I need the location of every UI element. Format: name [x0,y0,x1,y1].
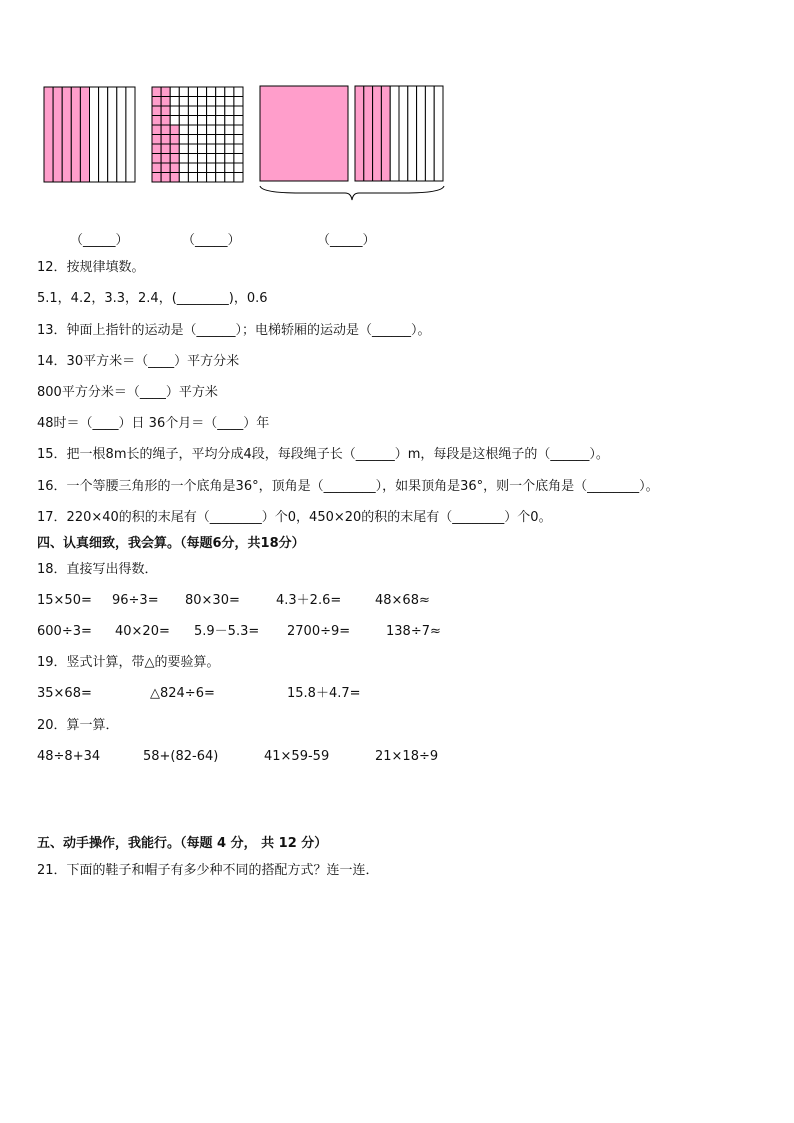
q18-r1-c2: 96÷3= [112,593,159,608]
fig2-grid-square [216,106,225,116]
fig2-grid-square [207,125,216,135]
fig2-grid-square [161,173,170,183]
fig2-grid-square [161,116,170,126]
fig2-grid-square [216,135,225,145]
fig2-grid-square [198,116,207,126]
fig2-grid-square [198,163,207,173]
q14-line2: 800平方分米＝（____）平方米 [37,385,218,400]
fig2-grid-square [234,135,243,145]
q15-text: 15．把一根8m长的绳子，平均分成4段，每段绳子长（______）m，每段是这根绳子的（______）。 [37,447,609,462]
fig3-column [355,86,364,181]
fig2-grid-square [179,87,188,97]
fig2-grid-square [170,173,179,183]
figure-square-and-columns [260,86,443,181]
fig2-grid-square [225,173,234,183]
figure-columns-1 [44,87,135,182]
fig2-grid-square [225,154,234,164]
fig2-grid-square [188,154,197,164]
fig1-column [117,87,126,182]
q17-text: 17．220×40的积的末尾有（________）个0，450×20的积的末尾有（________）个0。 [37,510,552,525]
q14-line3: 48时＝（____）日 36个月＝（____）年 [37,416,270,431]
fig2-grid-square [161,135,170,145]
fig2-grid-square [234,106,243,116]
fig2-grid-square [170,116,179,126]
fig2-grid-square [179,116,188,126]
q12-sequence: 5.1，4.2，3.3，2.4，(________)，0.6 [37,291,268,306]
fig2-grid-square [207,116,216,126]
fig2-grid-square [216,87,225,97]
q18-r1-c3: 80×30= [185,593,240,608]
fig1-column [44,87,53,182]
q20-title: 20．算一算． [37,718,119,733]
fig2-grid-square [161,87,170,97]
q16-text: 16．一个等腰三角形的一个底角是36°，顶角是（________），如果顶角是36°，则一个底角是（________）。 [37,479,659,494]
q20-item-3: 41×59-59 [264,749,330,764]
fig2-grid-square [152,116,161,126]
fig2-grid-square [161,144,170,154]
fig1-column [53,87,62,182]
q18-r1-c4: 4.3＋2.6= [276,593,342,608]
fig3-column [425,86,434,181]
q20-item-1: 48÷8+34 [37,749,101,764]
fig3-column [381,86,390,181]
fig2-grid-square [179,135,188,145]
fig2-grid-square [188,97,197,107]
fig2-grid-square [152,163,161,173]
q18-r2-c3: 5.9－5.3= [194,624,260,639]
fig2-grid-square [188,106,197,116]
answer-blank-3[interactable]: （_____） [317,233,376,248]
fig2-grid-square [170,154,179,164]
fig3-column [373,86,382,181]
fig2-grid-square [152,87,161,97]
q19-item-3: 15.8＋4.7= [287,686,361,701]
q18-r2-c1: 600÷3= [37,624,92,639]
q19-item-1: 35×68= [37,686,92,701]
fig3-column [399,86,408,181]
fig2-grid-square [225,106,234,116]
fig2-grid-square [225,144,234,154]
fig2-grid-square [188,87,197,97]
fig2-grid-square [207,135,216,145]
fig2-grid-square [188,144,197,154]
fig2-grid-square [216,125,225,135]
fig2-grid-square [198,173,207,183]
q20-item-4: 21×18÷9 [375,749,439,764]
fig1-column [80,87,89,182]
q18-title: 18．直接写出得数． [37,562,158,577]
section5-title: 五、动手操作，我能行。（每题 4 分， 共 12 分） [37,836,328,851]
fig2-grid-square [161,154,170,164]
fig2-grid-square [216,173,225,183]
fig2-grid-square [152,135,161,145]
q18-r1-c1: 15×50= [37,593,92,608]
fig2-grid-square [225,125,234,135]
fig2-grid-square [161,125,170,135]
q14-line1: 14．30平方米＝（____）平方分米 [37,354,240,369]
decimal-figures [0,0,794,260]
fig2-grid-square [152,144,161,154]
fig2-grid-square [216,163,225,173]
fig2-grid-square [207,106,216,116]
fig2-grid-square [179,173,188,183]
fig2-grid-square [170,97,179,107]
fig3-column [408,86,417,181]
fig2-grid-square [170,106,179,116]
brace [260,186,444,200]
fig2-grid-square [188,125,197,135]
fig2-grid-square [152,97,161,107]
fig2-grid-square [234,154,243,164]
fig1-column [71,87,80,182]
fig2-grid-square [161,97,170,107]
fig2-grid-square [170,125,179,135]
fig2-grid-square [225,135,234,145]
fig2-grid-square [234,97,243,107]
fig2-grid-square [198,135,207,145]
fig2-grid-square [161,163,170,173]
fig2-grid-square [207,144,216,154]
fig2-grid-square [179,125,188,135]
fig2-grid-square [234,125,243,135]
q18-r1-c5: 48×68≈ [375,593,430,608]
fig2-grid-square [207,97,216,107]
fig2-grid-square [188,173,197,183]
fig1-column [99,87,108,182]
fig3-whole-square [260,86,348,181]
figure-hundred-grid [152,87,243,182]
fig2-grid-square [179,154,188,164]
fig2-grid-square [234,116,243,126]
q19-item-2: △824÷6= [150,686,215,701]
q20-item-2: 58+(82-64) [143,749,219,764]
fig3-column [434,86,443,181]
fig2-grid-square [216,144,225,154]
fig2-grid-square [152,106,161,116]
fig2-grid-square [198,125,207,135]
fig2-grid-square [188,116,197,126]
q13-text: 13．钟面上指针的运动是（______）；电梯轿厢的运动是（______）。 [37,323,431,338]
fig2-grid-square [170,163,179,173]
fig1-column [126,87,135,182]
fig2-grid-square [216,116,225,126]
q18-r2-c5: 138÷7≈ [386,624,441,639]
fig3-column [417,86,426,181]
fig2-grid-square [216,97,225,107]
fig2-grid-square [152,154,161,164]
fig2-grid-square [225,163,234,173]
fig3-column [390,86,399,181]
fig2-grid-square [152,173,161,183]
fig2-grid-square [225,87,234,97]
fig1-column [90,87,99,182]
fig2-grid-square [225,116,234,126]
fig2-grid-square [152,125,161,135]
fig2-grid-square [234,163,243,173]
fig2-grid-square [198,87,207,97]
fig1-column [108,87,117,182]
fig1-column [62,87,71,182]
fig2-grid-square [179,144,188,154]
fig2-grid-square [216,154,225,164]
answer-blank-2[interactable]: （_____） [182,233,241,248]
fig2-grid-square [170,144,179,154]
fig2-grid-square [179,97,188,107]
fig2-grid-square [198,97,207,107]
fig2-grid-square [234,173,243,183]
fig2-grid-square [198,144,207,154]
section4-title: 四、认真细致，我会算。（每题6分，共18分） [37,536,305,551]
fig3-column [364,86,373,181]
fig2-grid-square [207,87,216,97]
q21-text: 21．下面的鞋子和帽子有多少种不同的搭配方式？连一连． [37,863,379,878]
fig2-grid-square [161,106,170,116]
fig2-grid-square [225,97,234,107]
q18-r2-c4: 2700÷9= [287,624,351,639]
fig2-grid-square [179,106,188,116]
fig2-grid-square [234,144,243,154]
fig2-grid-square [170,87,179,97]
fig2-grid-square [170,135,179,145]
fig2-grid-square [207,163,216,173]
fig2-grid-square [188,163,197,173]
q19-title: 19．竖式计算，带△的要验算。 [37,655,220,670]
q12-title: 12．按规律填数。 [37,260,145,275]
fig2-grid-square [179,163,188,173]
q18-r2-c2: 40×20= [115,624,170,639]
answer-blank-1[interactable]: （_____） [70,233,129,248]
fig2-grid-square [188,135,197,145]
fig2-grid-square [198,154,207,164]
fig2-grid-square [207,173,216,183]
fig2-grid-square [207,154,216,164]
fig2-grid-square [198,106,207,116]
fig2-grid-square [234,87,243,97]
